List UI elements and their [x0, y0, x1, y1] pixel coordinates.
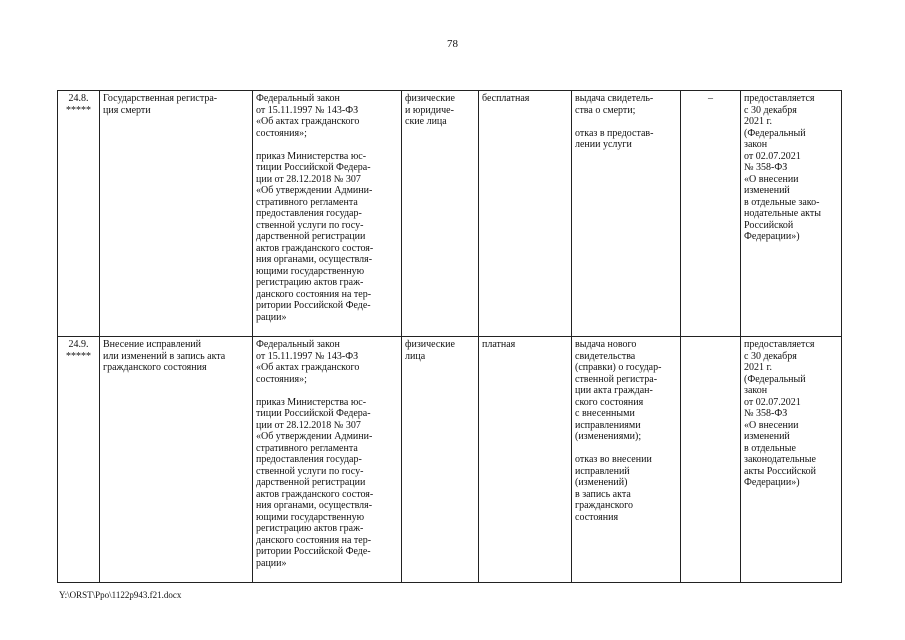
cell-text-line: изменений: [744, 431, 790, 442]
cell-text-line: ского состояния: [575, 396, 644, 408]
cell-text-line: тиции Российской Федера-: [256, 408, 371, 419]
cell-text-line: 24.8.: [68, 93, 89, 104]
cell-text-line: состояния»;: [256, 127, 307, 139]
cell-text-line: [256, 385, 398, 397]
cell-text-line: предоставляется: [744, 339, 815, 350]
cell-text-line: ния органами, осуществля-: [256, 254, 373, 265]
cell-text-line: (изменений): [575, 477, 628, 488]
cell-text-line: (Федеральный: [744, 127, 806, 139]
services-table: [57, 90, 842, 583]
result-cell: [572, 91, 681, 337]
cell-text-line: лица: [405, 350, 426, 362]
cell-text-line: ции от 28.12.2018 № 307: [256, 173, 361, 185]
cell-text-line: Российской: [744, 219, 794, 231]
cell-text-line: в отдельные зако-: [744, 196, 820, 208]
cell-text-line: акты Российской: [744, 465, 817, 477]
cell-text-line: Федеральный закон: [256, 93, 340, 104]
cell-text-line: ские лица: [405, 116, 447, 127]
cell-text-line: платная: [482, 339, 516, 350]
cell-text-line: дарственной регистрации: [256, 231, 366, 242]
cell-text-line: ция смерти: [103, 104, 151, 116]
cell-text-line: ции от 28.12.2018 № 307: [256, 419, 361, 431]
cell-text-line: Федерации»): [744, 231, 800, 242]
note-cell: [741, 91, 842, 337]
cell-text-line: рации»: [256, 311, 287, 323]
cell-text-line: ства о смерти;: [575, 104, 636, 116]
payment-cell: [479, 91, 572, 337]
cell-text-line: ющими государственную: [256, 265, 365, 277]
cell-text-line: данского состояния на тер-: [256, 288, 372, 300]
legal-basis-cell: [253, 91, 402, 337]
cell-text-line: ственной услуги по госу-: [256, 219, 364, 231]
cell-text-line: Федерации»): [744, 477, 800, 488]
cell-text-line: изменений: [744, 185, 790, 196]
cell-text-line: (справки) о государ-: [575, 362, 662, 373]
cell-text-line: № 358-ФЗ: [744, 408, 788, 419]
cell-text-line: от 15.11.1997 № 143-ФЗ: [256, 104, 359, 116]
cell-text-line: ющими государственную: [256, 511, 365, 523]
cell-text-line: в запись акта: [575, 488, 631, 500]
cell-text-line: 2021 г.: [744, 116, 772, 127]
cell-text-line: «Об актах гражданского: [256, 116, 360, 127]
cell-text-line: (Федеральный: [744, 373, 806, 385]
cell-text-line: выдача нового: [575, 339, 637, 350]
applicants-cell: [402, 337, 479, 583]
cell-text-line: тиции Российской Федера-: [256, 162, 371, 173]
legal-basis-cell: [253, 337, 402, 583]
row-number-cell: [58, 337, 100, 583]
cell-text-line: (изменениями);: [575, 431, 642, 442]
cell-text-line: Государственная регистра-: [103, 93, 218, 104]
cell-text-line: законодательные: [744, 454, 816, 465]
cell-text-line: «Об утверждении Админи-: [256, 431, 373, 442]
cell-text-line: бесплатная: [482, 93, 530, 104]
cell-text-line: предоставления государ-: [256, 454, 362, 465]
cell-text-line: с 30 декабря: [744, 104, 797, 116]
table-row: [58, 91, 842, 337]
cell-text-line: –: [708, 93, 713, 104]
file-path-footer: Y:\ORST\Ppo\1122p943.f21.docx: [59, 590, 182, 600]
cell-text-line: физические: [405, 93, 455, 104]
cell-text-line: Федеральный закон: [256, 339, 340, 350]
cell-text-line: «Об утверждении Админи-: [256, 185, 373, 196]
cell-text-line: регистрацию актов граж-: [256, 523, 364, 534]
cell-text-line: состояния»;: [256, 373, 307, 385]
service-name-cell: [100, 337, 253, 583]
cell-text-line: исправлений: [575, 465, 630, 477]
cell-text-line: ритории Российской Феде-: [256, 546, 371, 557]
cell-text-line: состояния: [575, 511, 619, 523]
cell-text-line: лении услуги: [575, 139, 632, 150]
cell-text-line: с внесенными: [575, 408, 635, 419]
cell-text-line: «О внесении: [744, 419, 799, 431]
cell-text-line: ритории Российской Феде-: [256, 300, 371, 311]
cell-text-line: «Об актах гражданского: [256, 362, 360, 373]
cell-text-line: рации»: [256, 557, 287, 569]
cell-text-line: ственной регистра-: [575, 373, 658, 385]
cell-text-line: ции акта граждан-: [575, 385, 653, 396]
cell-text-line: исправлениями: [575, 419, 641, 431]
cell-text-line: закон: [744, 385, 768, 396]
applicants-cell: [402, 91, 479, 337]
cell-text-line: ственной услуги по госу-: [256, 465, 364, 477]
cell-text-line: [684, 339, 737, 351]
cell-text-line: Внесение исправлений: [103, 339, 202, 350]
page-number: 78: [447, 38, 458, 50]
cell-text-line: закон: [744, 139, 768, 150]
cell-text-line: предоставляется: [744, 93, 815, 104]
cell-text-line: дарственной регистрации: [256, 477, 366, 488]
result-cell: [572, 337, 681, 583]
cell-text-line: с 30 декабря: [744, 350, 797, 362]
cell-text-line: предоставления государ-: [256, 208, 362, 219]
extra-cell: [681, 337, 741, 583]
cell-text-line: [575, 116, 677, 128]
cell-text-line: актов гражданского состоя-: [256, 242, 374, 254]
cell-text-line: стративного регламента: [256, 442, 358, 454]
cell-text-line: [575, 443, 677, 455]
cell-text-line: свидетельства: [575, 350, 636, 362]
cell-text-line: от 02.07.2021: [744, 150, 801, 162]
cell-text-line: гражданского состояния: [103, 362, 207, 373]
cell-text-line: от 15.11.1997 № 143-ФЗ: [256, 350, 359, 362]
cell-text-line: актов гражданского состоя-: [256, 488, 374, 500]
note-cell: [741, 337, 842, 583]
cell-text-line: отказ в предостав-: [575, 127, 654, 139]
cell-text-line: «О внесении: [744, 173, 799, 185]
row-number-cell: [58, 91, 100, 337]
cell-text-line: нодательные акты: [744, 208, 821, 219]
cell-text-line: выдача свидетель-: [575, 93, 654, 104]
cell-text-line: *****: [66, 350, 91, 362]
payment-cell: [479, 337, 572, 583]
cell-text-line: [256, 139, 398, 151]
service-name-cell: [100, 91, 253, 337]
cell-text-line: и юридиче-: [405, 104, 454, 116]
cell-text-line: или изменений в запись акта: [103, 350, 226, 362]
cell-text-line: приказ Министерства юс-: [256, 150, 367, 162]
cell-text-line: гражданского: [575, 500, 633, 511]
cell-text-line: № 358-ФЗ: [744, 162, 788, 173]
table-row: [58, 337, 842, 583]
cell-text-line: *****: [66, 104, 91, 116]
cell-text-line: стративного регламента: [256, 196, 358, 208]
cell-text-line: от 02.07.2021: [744, 396, 801, 408]
cell-text-line: 24.9.: [68, 339, 89, 350]
cell-text-line: отказ во внесении: [575, 454, 652, 465]
cell-text-line: приказ Министерства юс-: [256, 396, 367, 408]
extra-cell: [681, 91, 741, 337]
cell-text-line: в отдельные: [744, 442, 796, 454]
cell-text-line: физические: [405, 339, 455, 350]
cell-text-line: регистрацию актов граж-: [256, 277, 364, 288]
cell-text-line: ния органами, осуществля-: [256, 500, 373, 511]
cell-text-line: 2021 г.: [744, 362, 772, 373]
cell-text-line: данского состояния на тер-: [256, 534, 372, 546]
